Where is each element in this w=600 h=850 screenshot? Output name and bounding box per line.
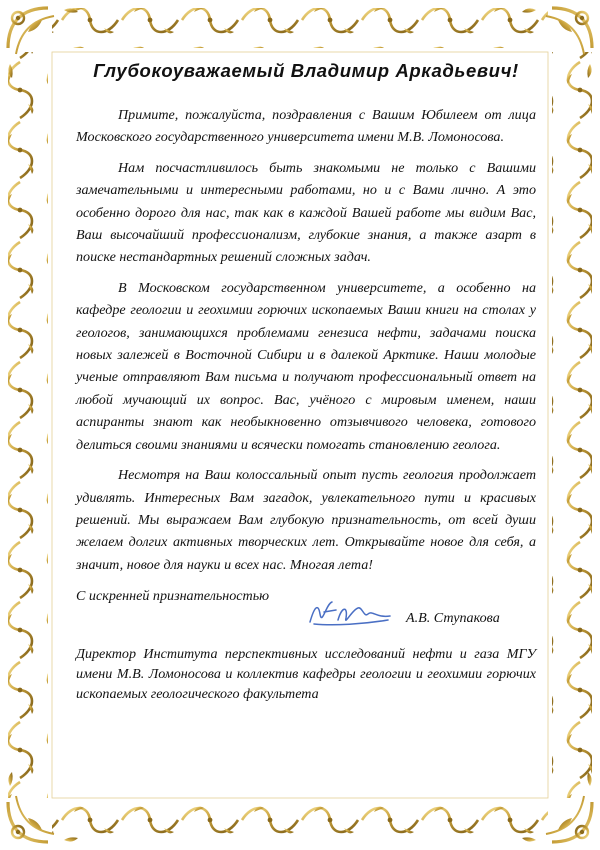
- frame-bottom-border: [52, 802, 548, 842]
- frame-right-border: [552, 52, 592, 798]
- closing-phrase: С искренней признательностью: [76, 588, 270, 605]
- closing-block: [76, 588, 536, 634]
- signature-footer: Директор Института перспективных исследований нефти и газа МГУ имени М.В. Ломоносова и коллектив кафедры геологии и геохимии горючих ископаемых геологического факультета: [76, 646, 536, 703]
- paragraph-acquaintance: Нам посчастливилось быть знакомыми не только с Вашими замечательными и интересными работами, но и с Вами лично. А это особенно дорого для нас, так как в каждой Вашей работе мы видим Вас, Ваш высочайший профессионализм, глубокие знания, а также азарт в поиске нестандартных решений сложных задач.: [76, 159, 536, 266]
- letter-body: [76, 60, 536, 718]
- frame-top-border: [52, 8, 548, 48]
- paragraph-university: В Московском государственном университете, а особенно на кафедре геологии и геохимии горючих ископаемых Ваши книги на столах у геологов, занимающихся проблемами генезиса нефти, задачами поиска новых залежей в Восточной Сибири и в далекой Арктике. Наши молодые ученые отправляют Вам письма и получают профессиональный ответ на любой мучающий их вопрос. Вас, учёного с мировым именем, наши аспиранты знают как необыкновенно отзывчивого человека, готового делиться своими знаниями и всячески помогать становлению геолога.: [76, 279, 536, 453]
- frame-left-border: [8, 52, 48, 798]
- handwritten-signature: [304, 596, 394, 630]
- letter-title: Глубокоуважаемый Владимир Аркадьевич!: [93, 60, 519, 81]
- paragraph-greeting: Примите, пожалуйста, поздравления с Вашим Юбилеем от лица Московского государственного университета имени М.В. Ломоносова.: [76, 107, 536, 146]
- signer-name: А.В. Ступакова: [406, 610, 500, 627]
- paragraph-wishes: Несмотря на Ваш колоссальный опыт пусть геология продолжает удивлять. Интересных Вам загадок, увлекательного пути и красивых решений. Мы выражаем Вам глубокую признательность, от всей души желаем долгих активных творческих лет. Открывайте новое для себя, а значит, новое для науки и всех нас. Многая лета!: [76, 467, 536, 573]
